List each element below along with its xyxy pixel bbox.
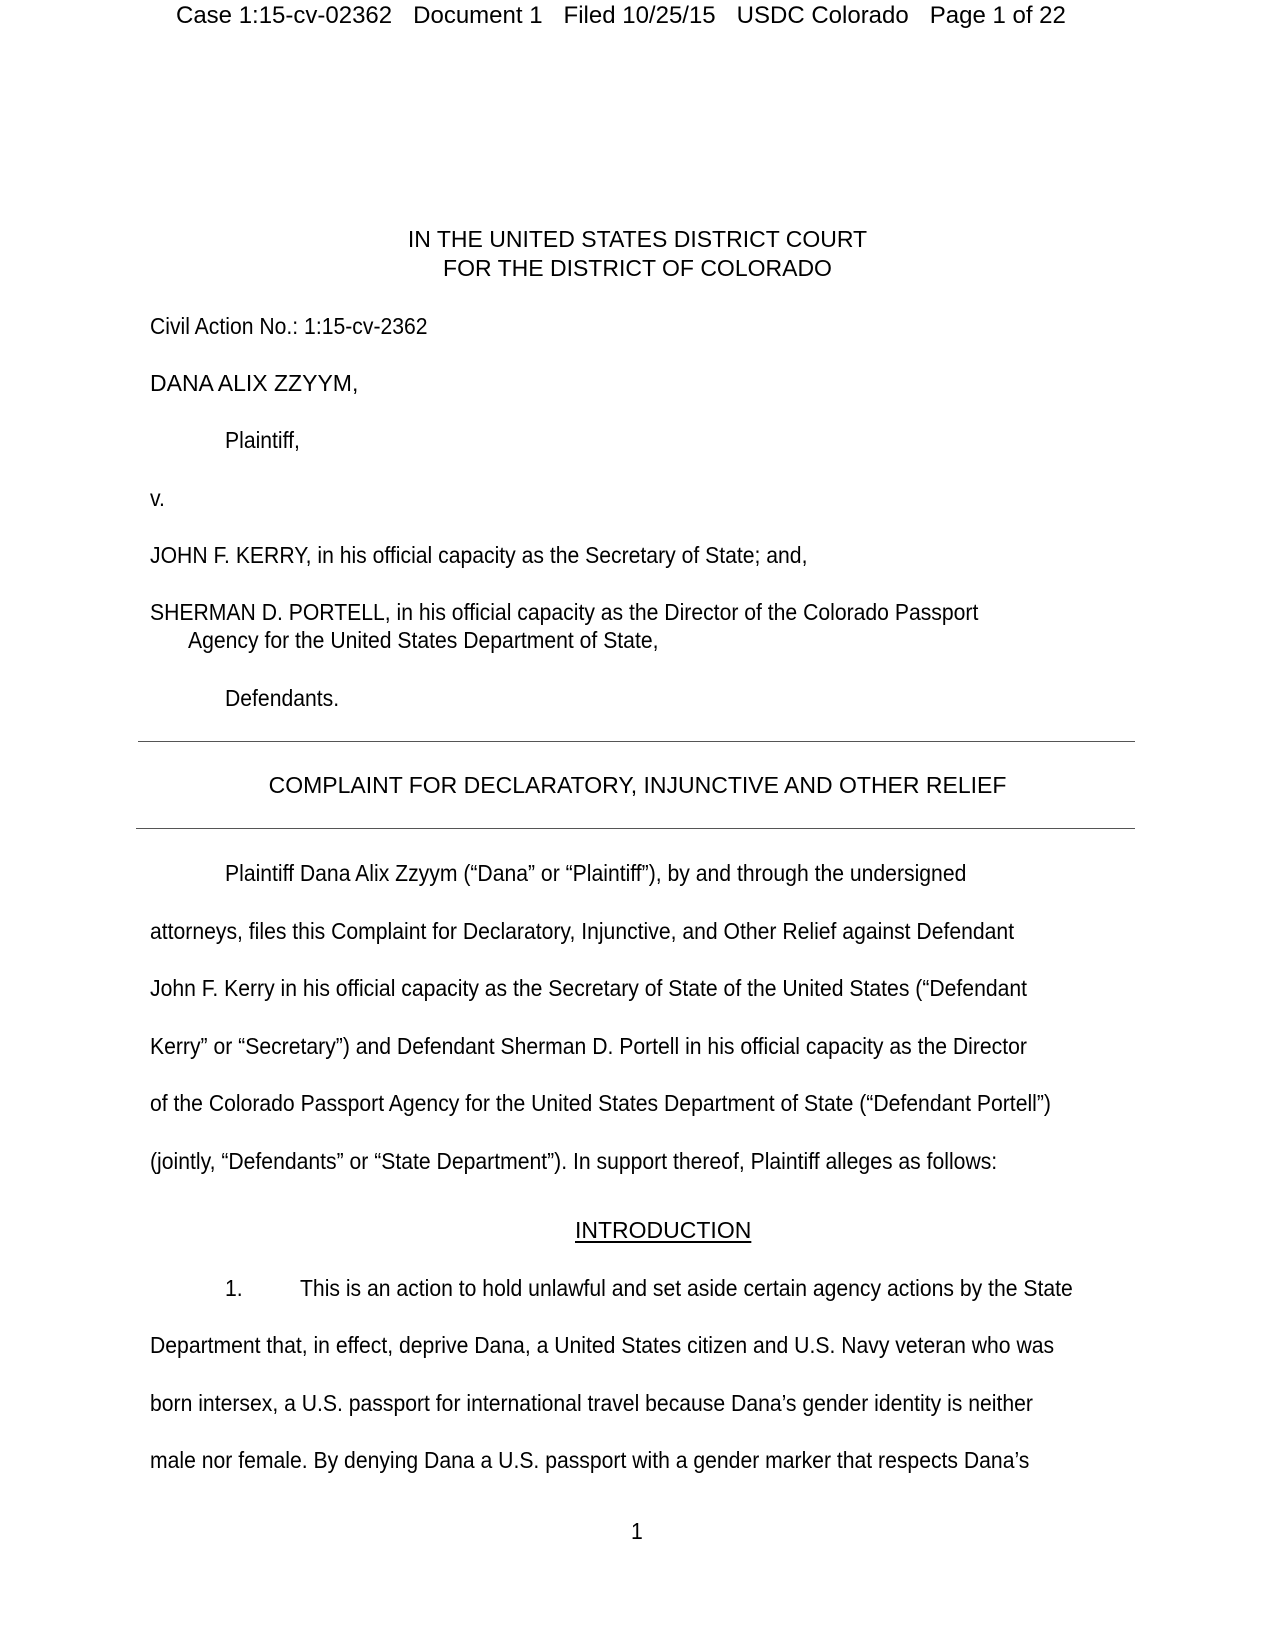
paragraph-line: This is an action to hold unlawful and set aside certain agency actions by the State: [300, 1275, 1073, 1301]
page-count: Page 1 of 22: [929, 2, 1066, 29]
preamble-line: attorneys, files this Complaint for Declaratory, Injunctive, and Other Relief against Defendant: [150, 918, 1015, 944]
paragraph-number: 1.: [225, 1275, 243, 1301]
paragraph-line: born intersex, a U.S. passport for international travel because Dana’s gender identity is neither: [150, 1390, 1033, 1416]
preamble-line: (jointly, “Defendants” or “State Department”). In support thereof, Plaintiff alleges as follows:: [150, 1148, 998, 1174]
court-name-line2: FOR THE DISTRICT OF COLORADO: [443, 255, 832, 281]
civil-action-number: Civil Action No.: 1:15-cv-2362: [150, 313, 428, 339]
defendant-portell-line1: SHERMAN D. PORTELL, in his official capacity as the Director of the Colorado Passport: [150, 599, 979, 625]
preamble-line: John F. Kerry in his official capacity as the Secretary of State of the United States (“Defendant: [150, 975, 1028, 1001]
defendant-kerry: JOHN F. KERRY, in his official capacity as the Secretary of State; and,: [150, 542, 808, 568]
case-number: Case 1:15-cv-02362: [176, 2, 393, 29]
page-number: 1: [631, 1518, 643, 1544]
versus: v.: [150, 485, 165, 511]
plaintiff-name: DANA ALIX ZZYYM,: [150, 370, 359, 396]
filing-header: [176, 2, 1066, 30]
document-number: Document 1: [413, 2, 543, 29]
paragraph-line: male nor female. By denying Dana a U.S. passport with a gender marker that respects Dana’s: [150, 1447, 1030, 1473]
preamble-line: Plaintiff Dana Alix Zzyym (“Dana” or “Plaintiff”), by and through the undersigned: [225, 860, 967, 886]
court-name: USDC Colorado: [736, 2, 909, 29]
preamble-line: of the Colorado Passport Agency for the United States Department of State (“Defendant Portell”): [150, 1090, 1051, 1116]
title-rule-bottom: [136, 828, 1135, 829]
section-heading-introduction: INTRODUCTION: [575, 1217, 752, 1243]
title-rule-top: [138, 741, 1135, 742]
preamble-line: Kerry” or “Secretary”) and Defendant Sherman D. Portell in his official capacity as the Director: [150, 1033, 1027, 1059]
defendant-role: Defendants.: [225, 685, 340, 711]
paragraph-line: Department that, in effect, deprive Dana, a United States citizen and U.S. Navy veteran who was: [150, 1332, 1055, 1358]
court-name-line1: IN THE UNITED STATES DISTRICT COURT: [407, 226, 868, 252]
defendant-portell-line2: Agency for the United States Department of State,: [188, 627, 659, 653]
plaintiff-role: Plaintiff,: [225, 427, 300, 453]
document-title: COMPLAINT FOR DECLARATORY, INJUNCTIVE AND OTHER RELIEF: [268, 772, 1007, 798]
filed-date: Filed 10/25/15: [563, 2, 716, 29]
